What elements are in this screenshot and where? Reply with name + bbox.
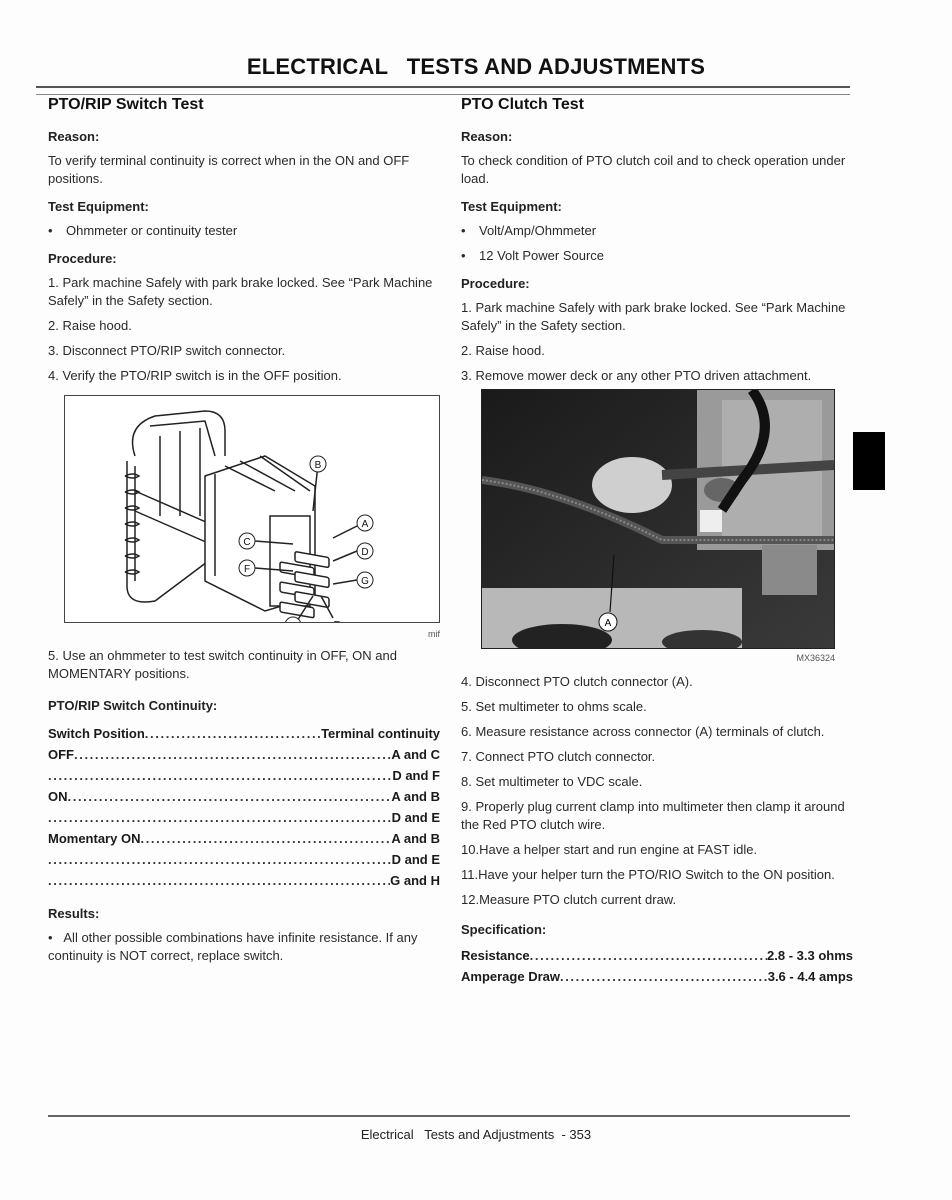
table-row: . . . G and H: [48, 870, 440, 891]
continuity-table: [48, 723, 440, 891]
procedure-step: 9. Properly plug current clamp into multimeter then clamp it around the Red PTO clutch wire.: [461, 799, 845, 832]
svg-text:G: G: [361, 576, 369, 587]
table-row: . . . D and E: [48, 849, 440, 870]
section-thumb-tab: [853, 432, 885, 490]
section-title: PTO Clutch Test: [461, 96, 584, 113]
connector-illustration: [65, 396, 439, 622]
svg-text:D: D: [361, 547, 369, 558]
specification-table: [461, 945, 853, 987]
label-a: A: [604, 618, 612, 629]
svg-text:F: F: [243, 564, 251, 575]
svg-text:A: A: [361, 519, 369, 530]
photo-caption: MX36324: [796, 653, 835, 663]
procedure-step: 8. Set multimeter to VDC scale.: [461, 774, 643, 789]
procedure-step: 7. Connect PTO clutch connector.: [461, 749, 656, 764]
procedure-step: 2. Raise hood.: [48, 318, 132, 333]
procedure-step: 4. Verify the PTO/RIP switch is in the OFF position.: [48, 368, 342, 383]
procedure-step: 10.Have a helper start and run engine at FAST idle.: [461, 842, 758, 857]
title-divider: [36, 86, 850, 95]
switch-connector-diagram: [64, 395, 440, 623]
pto-clutch-test-section: [461, 96, 853, 987]
procedure-step: 2. Raise hood.: [461, 343, 545, 358]
table-row: OFF . . . A and C: [48, 744, 440, 765]
table-row: . . . D and F: [48, 765, 440, 786]
svg-text:H: [289, 621, 296, 622]
pto-clutch-connector-photo: [481, 389, 835, 649]
test-equipment-heading: Test Equipment:: [48, 199, 149, 214]
procedure-step: 3. Disconnect PTO/RIP switch connector.: [48, 343, 286, 358]
equipment-item: • Ohmmeter or continuity tester: [48, 223, 238, 238]
svg-text:C: C: [243, 537, 251, 548]
equipment-item: • Volt/Amp/Ohmmeter: [461, 223, 597, 238]
reason-text: To check condition of PTO clutch coil and to check operation under load.: [461, 153, 846, 186]
procedure-step: 5. Use an ohmmeter to test switch continuity in OFF, ON and MOMENTARY positions.: [48, 648, 397, 681]
test-equipment-heading: Test Equipment:: [461, 199, 562, 214]
section-title: PTO/RIP Switch Test: [48, 96, 204, 113]
spec-row: Amperage Draw . . . 3.6 - 4.4 amps: [461, 966, 853, 987]
pto-rip-switch-test-section: [48, 96, 440, 972]
results-heading: Results:: [48, 906, 100, 921]
label-b: B: [314, 460, 322, 471]
table-row: Momentary ON . . . A and B: [48, 828, 440, 849]
table-row: . . . D and E: [48, 807, 440, 828]
reason-text: To verify terminal continuity is correct when in the ON and OFF positions.: [48, 153, 410, 186]
reason-heading: Reason:: [48, 129, 100, 144]
procedure-step: 4. Disconnect PTO clutch connector (A).: [461, 674, 693, 689]
procedure-step: 5. Set multimeter to ohms scale.: [461, 699, 647, 714]
footer-divider: [48, 1115, 850, 1117]
bullet-icon: •: [461, 248, 466, 263]
continuity-table-header: Switch Position . . . Terminal continuity: [48, 723, 440, 744]
reason-heading: Reason:: [461, 129, 513, 144]
procedure-heading: Procedure:: [461, 276, 530, 291]
spec-row: Resistance . . . 2.8 - 3.3 ohms: [461, 945, 853, 966]
bullet-icon: •: [48, 930, 64, 945]
bullet-icon: •: [48, 223, 53, 238]
procedure-heading: Procedure:: [48, 251, 117, 266]
page-footer: Electrical Tests and Adjustments - 353: [360, 1127, 592, 1142]
table-row: ON . . . A and B: [48, 786, 440, 807]
equipment-item: • 12 Volt Power Source: [461, 248, 605, 263]
specification-heading: Specification:: [461, 922, 547, 937]
page-title: ELECTRICAL TESTS AND ADJUSTMENTS: [246, 54, 706, 79]
procedure-step: 1. Park machine Safely with park brake locked. See “Park Machine Safely” in the Safety section.: [48, 275, 433, 308]
svg-text:E: [334, 620, 341, 622]
procedure-step: 11.Have your helper turn the PTO/RIO Switch to the ON position.: [461, 867, 835, 882]
procedure-step: 6. Measure resistance across connector (A) terminals of clutch.: [461, 724, 825, 739]
bullet-icon: •: [461, 223, 466, 238]
procedure-step: 3. Remove mower deck or any other PTO driven attachment.: [461, 368, 812, 383]
procedure-step: 12.Measure PTO clutch current draw.: [461, 892, 677, 907]
procedure-step: 1. Park machine Safely with park brake locked. See “Park Machine Safely” in the Safety section.: [461, 300, 846, 333]
continuity-heading: PTO/RIP Switch Continuity:: [48, 698, 218, 713]
results-text: • All other possible combinations have infinite resistance. If any continuity is NOT correct, replace switch.: [48, 930, 418, 963]
figure-caption: mif: [428, 629, 440, 639]
